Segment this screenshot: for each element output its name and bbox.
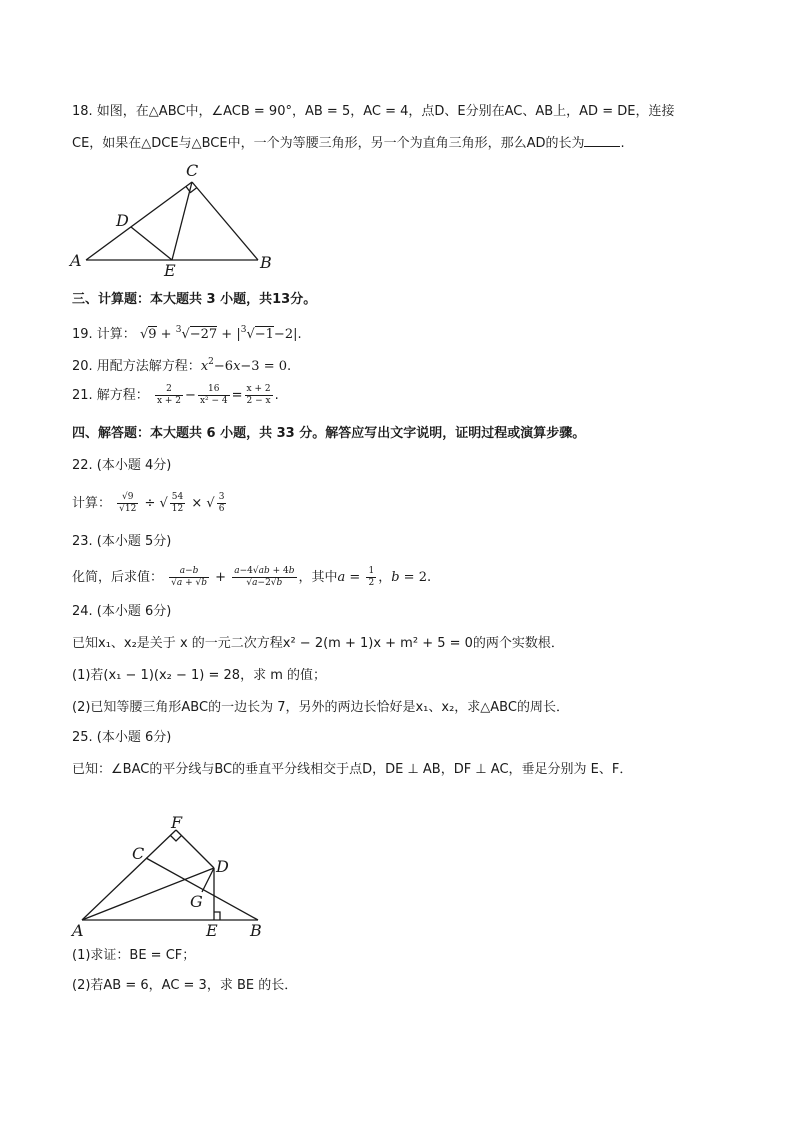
q23: 化简，后求值： $\frac{a-b}{√a + √b}$ + $\frac{a-4√ab + 4b}{√a-2√b}$ ，其中a = $\frac{1}{2}$ ，b = 2. xyxy=(72,566,432,588)
label-a: A xyxy=(70,251,82,270)
q22-term-1: $\frac{√9}{√12}$ xyxy=(119,492,137,514)
q24-part-1: (1)若(x₁ − 1)(x₂ − 1) = 28，求 m 的值； xyxy=(72,668,326,683)
q20-text: 20. 用配方法解方程： xyxy=(72,359,201,374)
q22-head: 22. (本小题 4分) xyxy=(72,458,172,473)
right-angle-mark xyxy=(186,187,197,193)
q19-suffix: . xyxy=(297,327,302,342)
segment-af xyxy=(82,830,176,920)
q23-fraction-1: $\frac{a-b}{√a + √b}$ xyxy=(171,566,208,588)
q21-suffix: . xyxy=(274,388,279,403)
q25-figure xyxy=(68,806,288,946)
right-angle-mark-f xyxy=(171,836,182,842)
answer-blank xyxy=(584,134,620,147)
q24-part-2: (2)已知等腰三角形ABC的一边长为 7，另外的两边长恰好是x₁、x₂，求△ABC的周长． xyxy=(72,700,569,715)
q22-term-2: $\frac{54}{12}$ xyxy=(171,492,184,514)
q21-prefix: 21. 解方程： xyxy=(72,388,149,403)
q18-line2 xyxy=(72,134,625,154)
q23-head: 23. (本小题 5分) xyxy=(72,534,172,549)
q20 xyxy=(72,352,291,377)
q25-part-2: (2)若AB = 6，AC = 3，求 BE 的长． xyxy=(72,978,298,993)
label-e: E xyxy=(164,261,176,280)
q20-equation: $x^2-6x-3 = 0$. xyxy=(200,357,292,374)
q25-part-1: (1)求证：BE = CF； xyxy=(72,948,196,963)
q24-stem: 已知x₁、x₂是关于 x 的一元二次方程x² − 2(m + 1)x + m² + 5 = 0的两个实数根． xyxy=(72,636,564,651)
label-b: B xyxy=(250,921,262,940)
right-angle-mark-e xyxy=(214,912,220,920)
q19 xyxy=(72,320,302,345)
label-c: C xyxy=(132,844,145,863)
q21-fraction-1: $\frac{2}{x + 2}$ xyxy=(156,384,182,406)
label-d: D xyxy=(116,211,129,230)
q24-head: 24. (本小题 6分) xyxy=(72,604,172,619)
label-d: D xyxy=(216,857,229,876)
q23-condition: ，其中a = $\frac{1}{2}$ ，b = 2. xyxy=(298,566,432,588)
q25-head: 25. (本小题 6分) xyxy=(72,730,172,745)
q22-term-3: $\frac{3}{6}$ xyxy=(218,492,225,514)
q18-line2-text: CE，如果在△DCE与△BCE中，一个为等腰三角形，另一个为直角三角形，那么AD的长为 xyxy=(72,136,585,151)
segment-ac xyxy=(86,182,192,260)
q22: 计算： $\frac{√9}{√12}$ ÷ √ $\frac{54}{12}$ × √ $\frac{3}{6}$ xyxy=(72,492,225,514)
q22-prefix: 计算： xyxy=(72,496,112,511)
label-g: G xyxy=(190,892,203,911)
q21: 21. 解方程： $\frac{2}{x + 2}$ − $\frac{16}{\text{x² − 4}}$ = $\frac{x + 2}{2 - x}$ . xyxy=(72,384,279,406)
q18-figure xyxy=(68,160,288,280)
q21-fraction-2: $\frac{16}{\text{x² − 4}}$ xyxy=(199,384,228,406)
q21-fraction-3: $\frac{x + 2}{2 - x}$ xyxy=(246,384,271,406)
section-4-heading: 四、解答题：本大题共 6 小题，共 33 分。解答应写出文字说明，证明过程或演算步骤。 xyxy=(72,426,586,441)
q19-prefix: 19. 计算： xyxy=(72,327,136,342)
segment-cb xyxy=(192,182,258,260)
q23-prefix: 化简，后求值： xyxy=(72,570,164,585)
q18-line2-end: . xyxy=(620,136,625,151)
label-e: E xyxy=(206,921,218,940)
section-3-heading: 三、计算题：本大题共 3 小题，共13分。 xyxy=(72,292,317,307)
segment-de xyxy=(131,227,172,260)
label-a: A xyxy=(72,921,84,940)
segment-ce xyxy=(172,182,192,260)
label-c: C xyxy=(186,161,199,180)
q19-expr: $√9 + ^3√-27 + |^3√-1-2|$ xyxy=(139,325,298,342)
label-f: F xyxy=(171,813,183,832)
q18-line1: 18. 如图，在△ABC中，∠ACB = 90°，AB = 5，AC = 4，点D、E分别在AC、AB上，AD = DE，连接 xyxy=(72,104,675,119)
label-b: B xyxy=(260,253,272,272)
q23-fraction-2: $\frac{a-4√ab + 4b}{√a-2√b}$ xyxy=(234,566,295,588)
q25-stem: 已知：∠BAC的平分线与BC的垂直平分线相交于点D，DE ⊥ AB，DF ⊥ AC，垂足分别为 E、F． xyxy=(72,762,633,777)
